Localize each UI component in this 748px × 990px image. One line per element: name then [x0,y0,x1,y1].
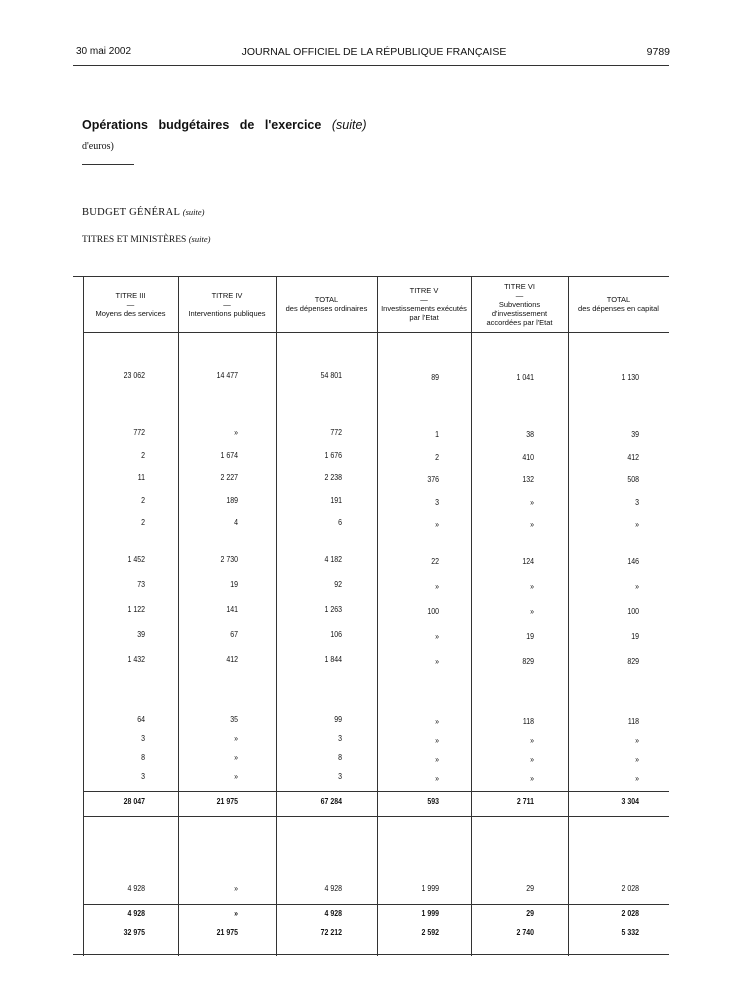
table-cell: » [234,733,238,743]
header-journal-title: JOURNAL OFFICIEL DE LA RÉPUBLIQUE FRANÇAISE [241,46,507,58]
table-cell: 4 928 [324,883,342,893]
table-cell: 772 [330,427,342,437]
table-cell: 1 432 [127,654,145,664]
table-cell: 124 [522,556,534,566]
table-cell: 2 [435,452,439,462]
table-cell: 23 062 [123,370,145,380]
table-cell: 2 740 [516,927,534,937]
table-cell: 21 975 [216,796,238,806]
column-header-dash: — [126,299,135,309]
table-cell: 141 [226,604,238,614]
table-cell: 3 [141,733,145,743]
table-cell: 2 028 [621,908,639,918]
table-cell: 2 [141,450,145,460]
table-cell: 8 [338,752,342,762]
table-cell: 2 711 [516,796,534,806]
table-cell: 3 [635,497,639,507]
table-cell: » [234,427,238,437]
table-column-rule [276,276,277,956]
table-cell: 410 [522,452,534,462]
table-cell: 67 [230,629,238,639]
table-cell: » [635,735,639,745]
table-cell: 2 [141,517,145,527]
table-cell: 508 [627,474,639,484]
table-cell: » [435,519,439,529]
table-cell: 2 238 [324,472,342,482]
budget-table [73,276,669,956]
table-cell: 2 [141,495,145,505]
section-title: Opérations budgétaires de l'exercice (suite) [82,118,367,132]
table-cell: 1 122 [127,604,145,614]
table-cell: 1 130 [621,372,639,382]
table-cell: 118 [627,716,639,726]
column-header-title: TOTAL [606,295,631,304]
table-cell: 189 [226,495,238,505]
table-cell: 191 [330,495,342,505]
column-header-title: TITRE V [409,286,439,295]
budget-label: BUDGET GÉNÉRAL (suite) [82,207,205,218]
table-cell: 73 [137,579,145,589]
table-column-rule [377,276,378,956]
column-header [178,276,276,332]
column-header-title: TITRE III [115,290,146,300]
column-header-sub: Investissements exécutés par l'Etat [381,304,467,322]
table-cell: 21 975 [216,927,238,937]
table-cell: » [635,754,639,764]
table-cell: » [435,656,439,666]
total-top-rule [83,904,669,905]
table-cell: 5 332 [621,927,639,937]
table-cell: 412 [627,452,639,462]
column-header-dash: — [515,290,524,300]
table-cell: 32 975 [123,927,145,937]
table-cell: 100 [627,606,639,616]
table-cell: » [435,631,439,641]
table-cell: » [234,752,238,762]
table-cell: 14 477 [216,370,238,380]
table-cell: » [234,883,238,893]
subtotal-top-rule [83,791,669,792]
table-cell: » [635,773,639,783]
table-column-rule [178,276,179,956]
table-cell: 67 284 [320,796,342,806]
table-cell: 593 [427,796,439,806]
table-cell: » [530,735,534,745]
column-header-title: TOTAL [314,295,339,304]
table-column-rule [83,276,84,956]
table-cell: 3 304 [621,796,639,806]
table-cell: 72 212 [320,927,342,937]
header-date: 30 mai 2002 [76,46,132,57]
table-column-rule [471,276,472,956]
column-header-sub: Subventions d'investissement accordées par l'Etat [486,299,553,327]
table-cell: 92 [334,579,342,589]
table-cell: 829 [522,656,534,666]
table-cell: 1 844 [324,654,342,664]
table-column-rule [568,276,569,956]
table-cell: 11 [137,472,145,482]
header-rule [73,65,669,66]
table-cell: » [234,908,238,918]
table-cell: 2 730 [220,554,238,564]
table-cell: 772 [133,427,145,437]
table-cell: 412 [226,654,238,664]
table-cell: 3 [141,771,145,781]
column-header-dash: — [223,299,231,309]
table-cell: » [435,735,439,745]
table-cell: 19 [230,579,238,589]
table-cell: 3 [435,497,439,507]
column-header-title: TITRE IV [211,290,243,300]
table-cell: » [530,773,534,783]
column-header-sub: des dépenses ordinaires [285,304,368,313]
header-page-number: 9789 [646,46,670,58]
table-cell: 1 674 [220,450,238,460]
table-cell: 146 [627,556,639,566]
table-cell: 29 [526,908,534,918]
column-header [568,276,669,332]
table-cell: 376 [427,474,439,484]
table-cell: 1 676 [324,450,342,460]
table-cell: 2 227 [220,472,238,482]
table-cell: » [435,716,439,726]
table-cell: 64 [137,714,145,724]
table-cell: 28 047 [123,796,145,806]
table-cell: 132 [522,474,534,484]
table-cell: 35 [230,714,238,724]
table-cell: 1 [435,429,439,439]
titres-label: TITRES ET MINISTÈRES (suite) [82,234,211,245]
column-header [377,276,471,332]
table-cell: 22 [431,556,439,566]
header-bottom-rule [83,332,669,333]
table-cell: » [530,606,534,616]
table-cell: » [530,581,534,591]
column-header-sub: des dépenses en capital [578,304,659,313]
table-cell: 38 [526,429,534,439]
table-cell: 1 041 [516,372,534,382]
subtotal-bottom-rule [83,816,669,817]
table-cell: 4 928 [127,883,145,893]
table-cell: » [530,754,534,764]
table-cell: » [635,581,639,591]
column-header [276,276,377,332]
table-bottom-rule [73,954,669,955]
column-header-sub: Interventions publiques [188,308,266,318]
table-cell: 29 [526,883,534,893]
table-cell: 99 [334,714,342,724]
table-cell: 19 [631,631,639,641]
table-cell: 4 928 [127,908,145,918]
table-cell: 3 [338,771,342,781]
table-cell: 4 928 [324,908,342,918]
table-cell: 100 [427,606,439,616]
table-cell: 1 999 [421,908,439,918]
column-header-sub: Moyens des services [95,308,166,318]
table-cell: 1 263 [324,604,342,614]
table-cell: 2 028 [621,883,639,893]
table-cell: 2 592 [421,927,439,937]
table-cell: 6 [338,517,342,527]
table-cell: 39 [631,429,639,439]
column-header-title: TITRE VI [504,281,535,291]
table-cell: 8 [141,752,145,762]
table-cell: 89 [431,372,439,382]
table-cell: » [635,519,639,529]
table-cell: 4 [234,517,238,527]
table-cell: » [435,773,439,783]
unit-note: d'euros) [82,141,114,152]
table-cell: 106 [330,629,342,639]
table-cell: 39 [137,629,145,639]
column-header [471,276,568,332]
table-cell: » [234,771,238,781]
short-rule [82,164,134,165]
table-cell: 1 999 [421,883,439,893]
table-cell: 3 [338,733,342,743]
table-cell: 4 182 [324,554,342,564]
table-cell: 829 [627,656,639,666]
table-cell: » [530,519,534,529]
table-cell: 1 452 [127,554,145,564]
table-cell: » [435,581,439,591]
table-cell: 54 801 [320,370,342,380]
table-cell: » [530,497,534,507]
table-cell: » [435,754,439,764]
column-header-dash: — [420,295,428,304]
column-header [83,276,178,332]
table-cell: 19 [526,631,534,641]
table-cell: 118 [522,716,534,726]
